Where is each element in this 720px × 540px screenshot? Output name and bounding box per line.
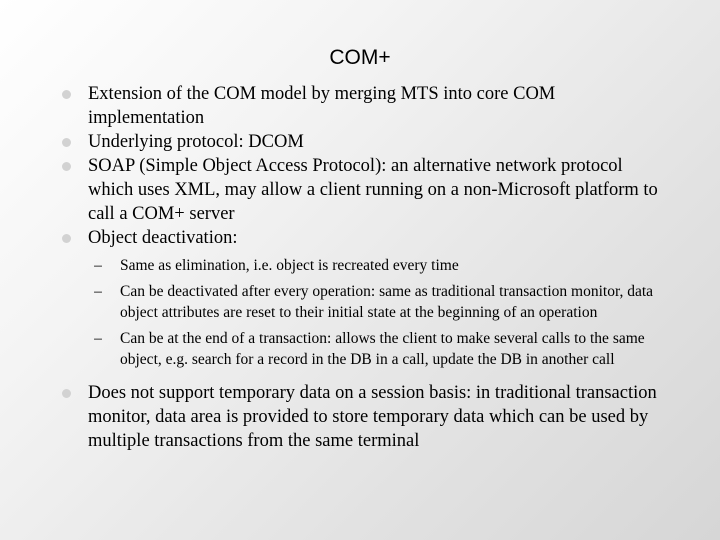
bullet-text: Object deactivation: [88,228,238,248]
bullet-list [0,82,720,453]
sub-bullet-list [88,255,664,371]
bullet-dot-icon [62,162,71,171]
dash-marker-icon: – [94,329,102,347]
bullet-item [0,381,720,453]
bullet-dot-icon [62,389,71,398]
bullet-text: Underlying protocol: DCOM [88,132,304,152]
bullet-item [0,130,720,154]
bullet-dot-icon [62,138,71,147]
sub-bullet-text: Can be deactivated after every operation: same as traditional transaction monitor, data object attributes are reset to their initial state at the beginning of an operation [120,282,654,321]
bullet-text: Extension of the COM model by merging MTS into core COM implementation [88,84,556,128]
sub-bullet-item [88,328,680,371]
dash-marker-icon: – [94,282,102,300]
bullet-text: SOAP (Simple Object Access Protocol): an alternative network protocol which uses XML, may allow a client running on a non-Microsoft platform to call a COM+ server [88,156,658,224]
dash-marker-icon: – [94,257,102,274]
sub-bullet-text: Same as elimination, i.e. object is recreated every time [120,257,459,274]
sub-bullet-item [88,255,680,277]
bullet-text: Does not support temporary data on a session basis: in traditional transaction monitor, data area is provided to store temporary data which can be used by multiple transactions from the same terminal [88,382,657,451]
bullet-item [0,154,720,226]
bullet-item [0,82,720,130]
bullet-dot-icon [62,90,71,99]
bullet-dot-icon [62,234,71,243]
bullet-item [0,226,720,371]
sub-bullet-item [88,281,680,324]
slide-title: COM+ [329,46,391,69]
sub-bullet-text: Can be at the end of a transaction: allows the client to make several calls to the same object, e.g. search for a record in the DB in a call, update the DB in another call [120,329,645,368]
